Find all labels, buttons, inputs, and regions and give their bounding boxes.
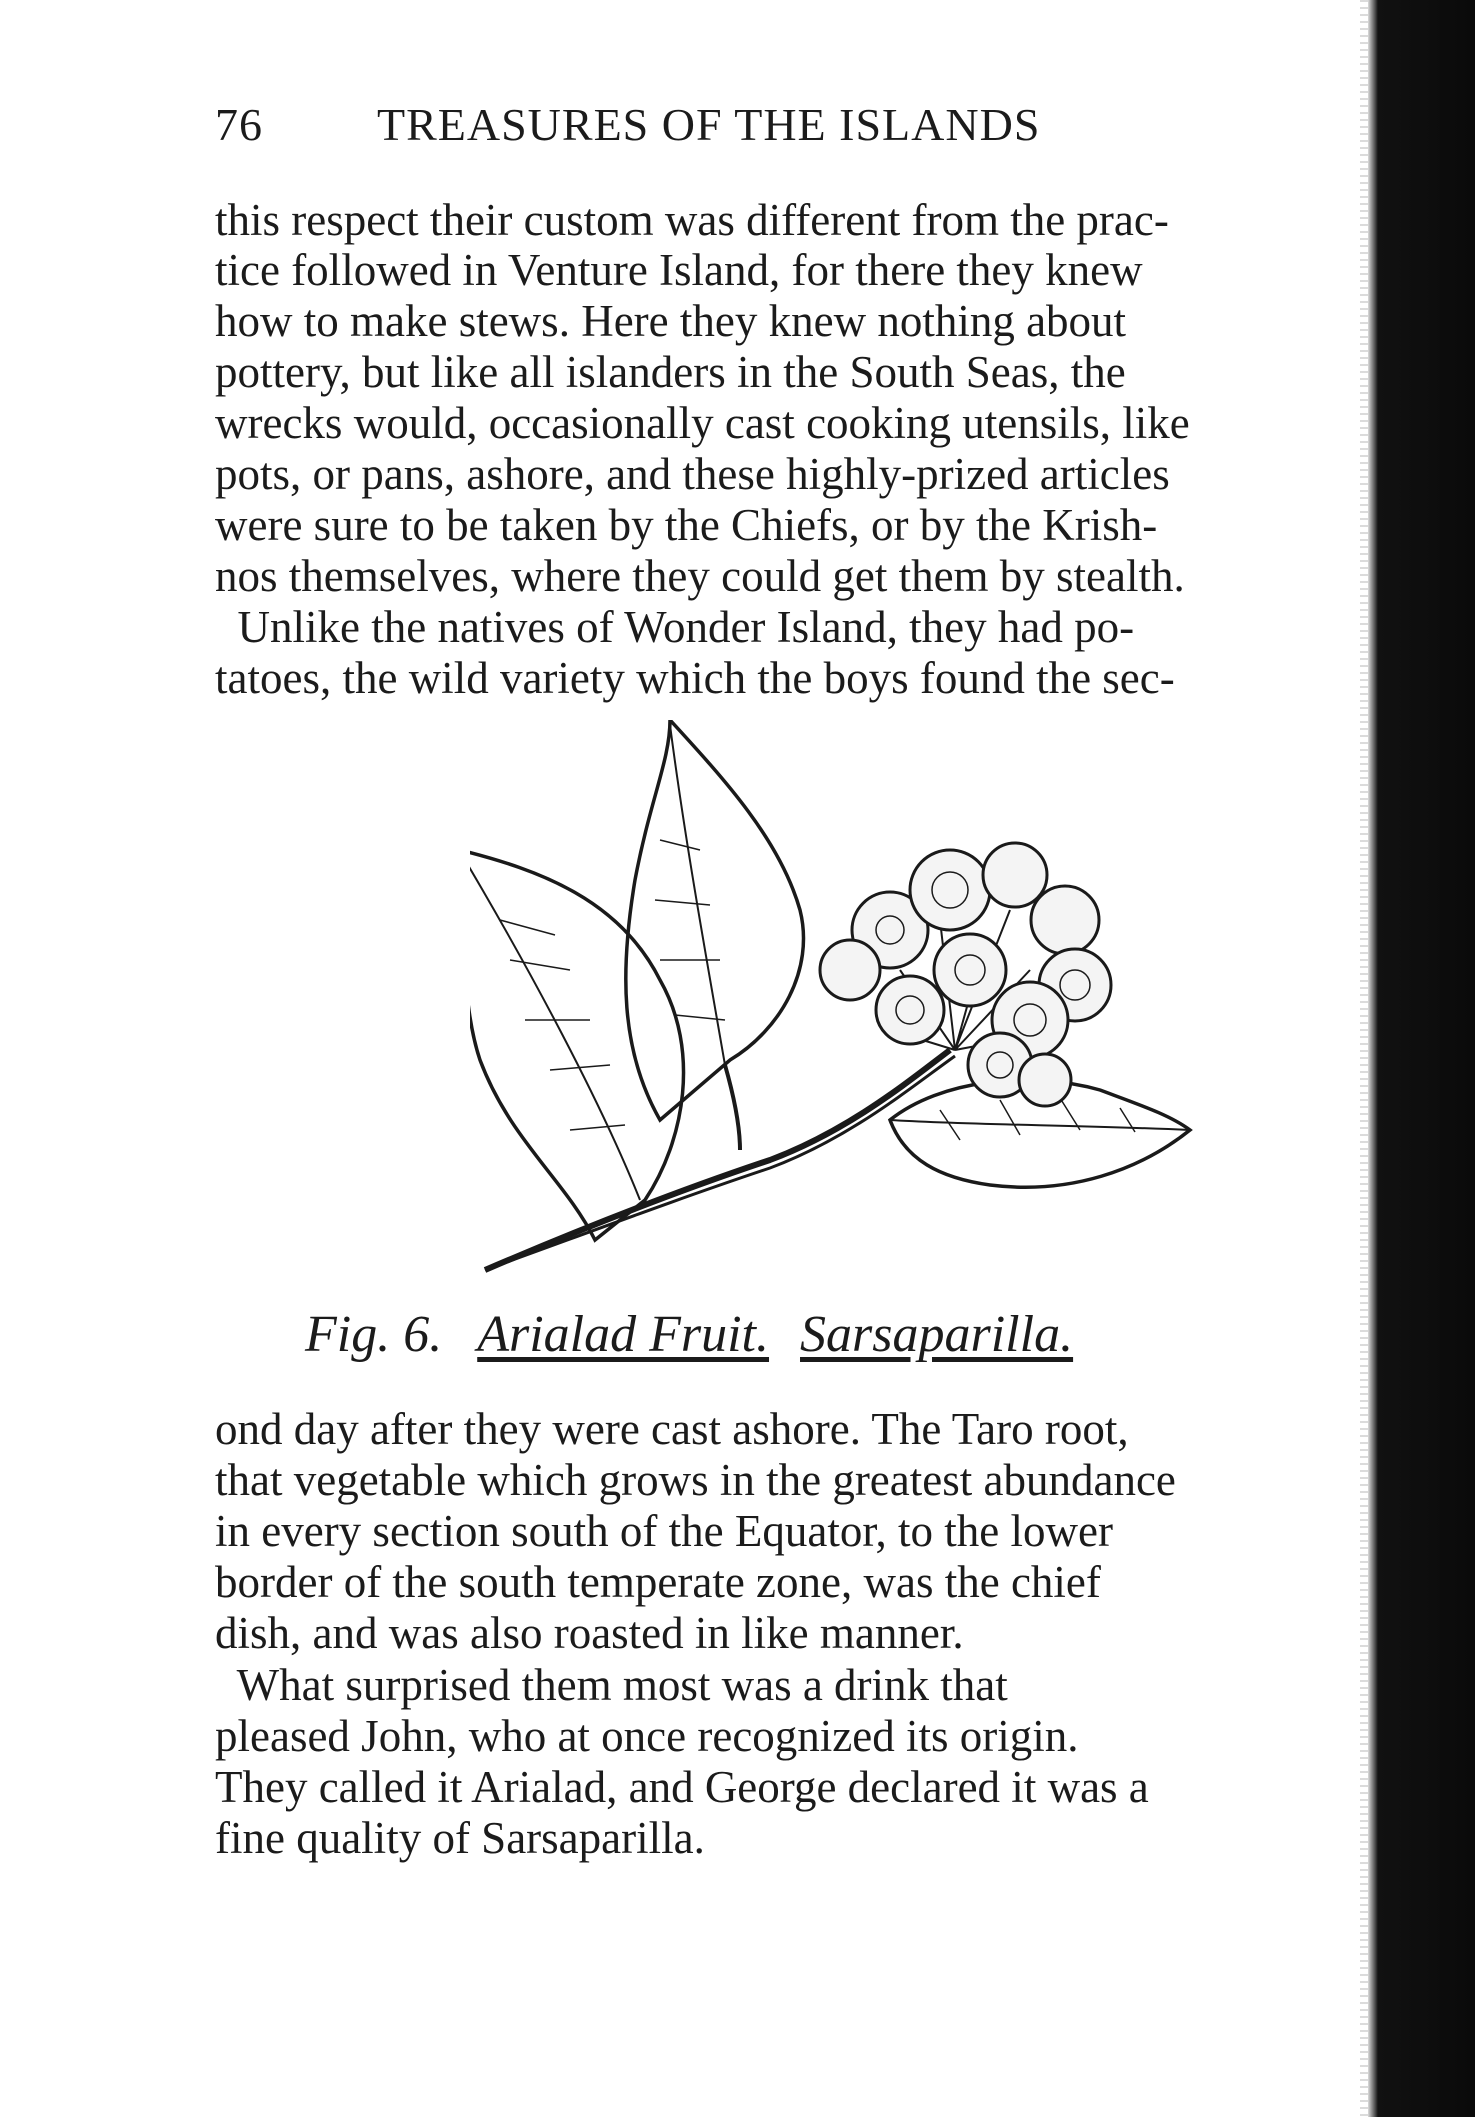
- text-line: They called it Arialad, and George declared it was a: [215, 1762, 1149, 1812]
- berry-cluster: [820, 843, 1111, 1106]
- main-stem: [485, 1050, 950, 1270]
- sarsaparilla-illustration: [470, 720, 1210, 1280]
- upper-leaf: [626, 720, 804, 1120]
- text-line: nos themselves, where they could get them by stealth.: [215, 551, 1185, 601]
- left-leaf: [470, 850, 684, 1240]
- text-line: border of the south temperate zone, was the chief: [215, 1557, 1101, 1607]
- text-line: pottery, but like all islanders in the South Seas, the: [215, 347, 1126, 397]
- book-binding-edge: [1368, 0, 1475, 2117]
- berry: [820, 940, 880, 1000]
- text-line: pleased John, who at once recognized its origin.: [215, 1711, 1079, 1761]
- text-line: tatoes, the wild variety which the boys found the sec-: [215, 653, 1175, 703]
- berry: [876, 976, 944, 1044]
- branch-drawing: [470, 720, 1210, 1280]
- berry: [983, 843, 1047, 907]
- text-line: in every section south of the Equator, to the lower: [215, 1506, 1113, 1556]
- running-title: TREASURES OF THE ISLANDS: [377, 99, 1041, 150]
- running-header: [215, 98, 1155, 158]
- text-line: that vegetable which grows in the greatest abundance: [215, 1455, 1176, 1505]
- text-line: were sure to be taken by the Chiefs, or by the Krish-: [215, 500, 1158, 550]
- figure-caption: [305, 1305, 1205, 1377]
- text-line: fine quality of Sarsaparilla.: [215, 1813, 705, 1863]
- text-line: ond day after they were cast ashore. The Taro root,: [215, 1404, 1129, 1454]
- page-number: 76: [215, 99, 263, 150]
- caption-alt-name: Sarsaparilla.: [800, 1306, 1074, 1363]
- berry: [1031, 886, 1099, 954]
- text-line: What surprised them most was a drink that: [215, 1660, 1008, 1710]
- text-line: this respect their custom was different from the prac-: [215, 195, 1169, 245]
- text-line: dish, and was also roasted in like manner.: [215, 1608, 964, 1658]
- berry: [910, 850, 990, 930]
- text-line: wrecks would, occasionally cast cooking utensils, like: [215, 398, 1190, 448]
- caption-figure-number: Fig. 6.: [305, 1306, 443, 1363]
- text-line: tice followed in Venture Island, for there they knew: [215, 245, 1143, 295]
- text-line: how to make stews. Here they knew nothing about: [215, 296, 1127, 346]
- text-line: Unlike the natives of Wonder Island, they had po-: [215, 602, 1135, 652]
- text-line: pots, or pans, ashore, and these highly-prized articles: [215, 449, 1170, 499]
- berry: [934, 934, 1006, 1006]
- berry: [1019, 1054, 1071, 1106]
- caption-fruit-name: Arialad Fruit.: [477, 1306, 770, 1363]
